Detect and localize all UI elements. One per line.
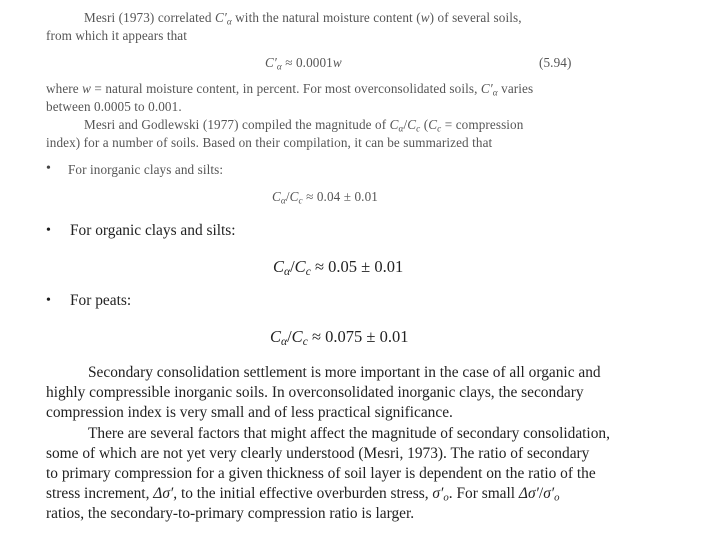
symbol-c: C [289,189,299,204]
symbol-delta-sigma: Δσ′ [518,485,539,502]
symbol-delta-sigma: Δσ′ [153,485,174,502]
text-run: / [403,117,408,132]
paragraph-line [46,384,584,402]
equation-rhs: ≈ 0.0001 [281,55,333,70]
text-run: ) of several soils, [429,10,522,25]
bullet-icon: • [46,161,51,176]
text-run: . For small [448,485,519,502]
equation-number [539,55,571,71]
symbol-c-alpha-prime: C′ [214,10,227,25]
text-run: from which it appears that [46,28,188,43]
list-item [68,162,223,178]
paragraph-line [46,505,414,523]
paragraph-line [46,81,533,97]
text-run: = compression [441,117,524,132]
symbol-c: C [291,327,303,346]
equation-5-94 [265,55,342,71]
paragraph-line [84,117,523,133]
subscript: α [492,87,498,98]
paragraph-line [46,404,453,422]
text-run: Secondary consolidation settlement is more important in the case of all organic and [88,364,601,381]
text-run: to primary compression for a given thickness of soil layer is dependent on the ratio of the [46,465,596,482]
text-run: , to the initial effective overburden stress, [173,485,433,502]
text-run: There are several factors that might affect the magnitude of secondary consolidation, [88,425,610,442]
list-item [70,292,131,310]
text-run: / [538,485,544,502]
subscript: c [305,265,311,278]
equation-organic: $C_\alpha/C_c \approx 0.05 \pm 0.01$ [273,257,404,278]
subscript: α [281,335,288,348]
paragraph-line [84,10,522,26]
text-run: with the natural moisture content ( [231,10,421,25]
symbol-w: w [332,55,342,70]
text-run: ( [420,117,429,132]
symbol-c-alpha-prime: C′ [265,55,277,70]
paragraph-line [46,485,560,503]
text-run: Mesri and Godlewski (1977) compiled the magnitude of [84,117,390,132]
text-run: compression index is very small and of less practical significance. [46,404,453,421]
bullet-icon: • [46,223,51,238]
paragraph-line [46,28,187,44]
subscript: c [302,335,308,348]
text-run: index) for a number of soils. Based on their compilation, it can be summarized that [46,135,493,150]
subscript: o [443,491,449,504]
symbol-c: C [272,189,281,204]
paragraph-line [88,425,610,443]
text-run: ratios, the secondary-to-primary compression ratio is larger. [46,505,415,522]
text-run: varies [497,81,534,96]
text-run: where [46,81,83,96]
list-item-text: For inorganic clays and silts: [68,162,224,177]
list-item-text: For organic clays and silts: [70,222,236,239]
paragraph-line [46,465,596,483]
bullet-icon: • [46,293,51,308]
subscript: α [276,61,282,72]
paragraph-line [46,445,589,463]
paragraph-line [46,135,492,151]
symbol-c: C [294,257,306,276]
symbol-c: C [389,117,399,132]
text-run: Mesri (1973) correlated [84,10,215,25]
subscript: α [284,265,291,278]
equation-rhs: ≈ 0.075 ± 0.01 [307,327,409,346]
subscript: c [298,195,303,206]
text-run: = natural moisture content, in percent. For most overconsolidated soils, [91,81,481,96]
symbol-w: w [82,81,92,96]
text-run: stress increment, [46,485,154,502]
subscript: α [226,16,232,27]
subscript: c [416,123,421,134]
equation-number-text: (5.94) [539,55,572,70]
subscript: α [398,123,404,134]
symbol-c: C [407,117,417,132]
paragraph-line [88,364,601,382]
symbol-sigma-o: σ′ [432,485,444,502]
text-run: highly compressible inorganic soils. In overconsolidated inorganic clays, the secondary [46,384,584,401]
equation-rhs: ≈ 0.05 ± 0.01 [310,257,404,276]
equation-rhs: ≈ 0.04 ± 0.01 [302,189,378,204]
symbol-sigma-o: σ′ [543,485,555,502]
subscript: c [437,123,442,134]
symbol-c: C [273,257,285,276]
text-run: between 0.0005 to 0.001. [46,99,182,114]
list-item [70,222,236,240]
equation-inorganic: $C_\alpha/C_c \approx 0.04 \pm 0.01$ [272,189,378,206]
equation-peats: $C_\alpha/C_c \approx 0.075 \pm 0.01$ [270,327,409,348]
subscript: α [280,195,286,206]
list-item-text: For peats: [70,292,132,309]
symbol-c: C [270,327,282,346]
subscript: o [554,491,560,504]
symbol-w: w [420,10,430,25]
text-run: some of which are not yet very clearly understood (Mesri, 1973). The ratio of secondary [46,445,590,462]
symbol-c-alpha-prime: C′ [480,81,493,96]
symbol-c: C [428,117,438,132]
paragraph-line [46,99,182,115]
